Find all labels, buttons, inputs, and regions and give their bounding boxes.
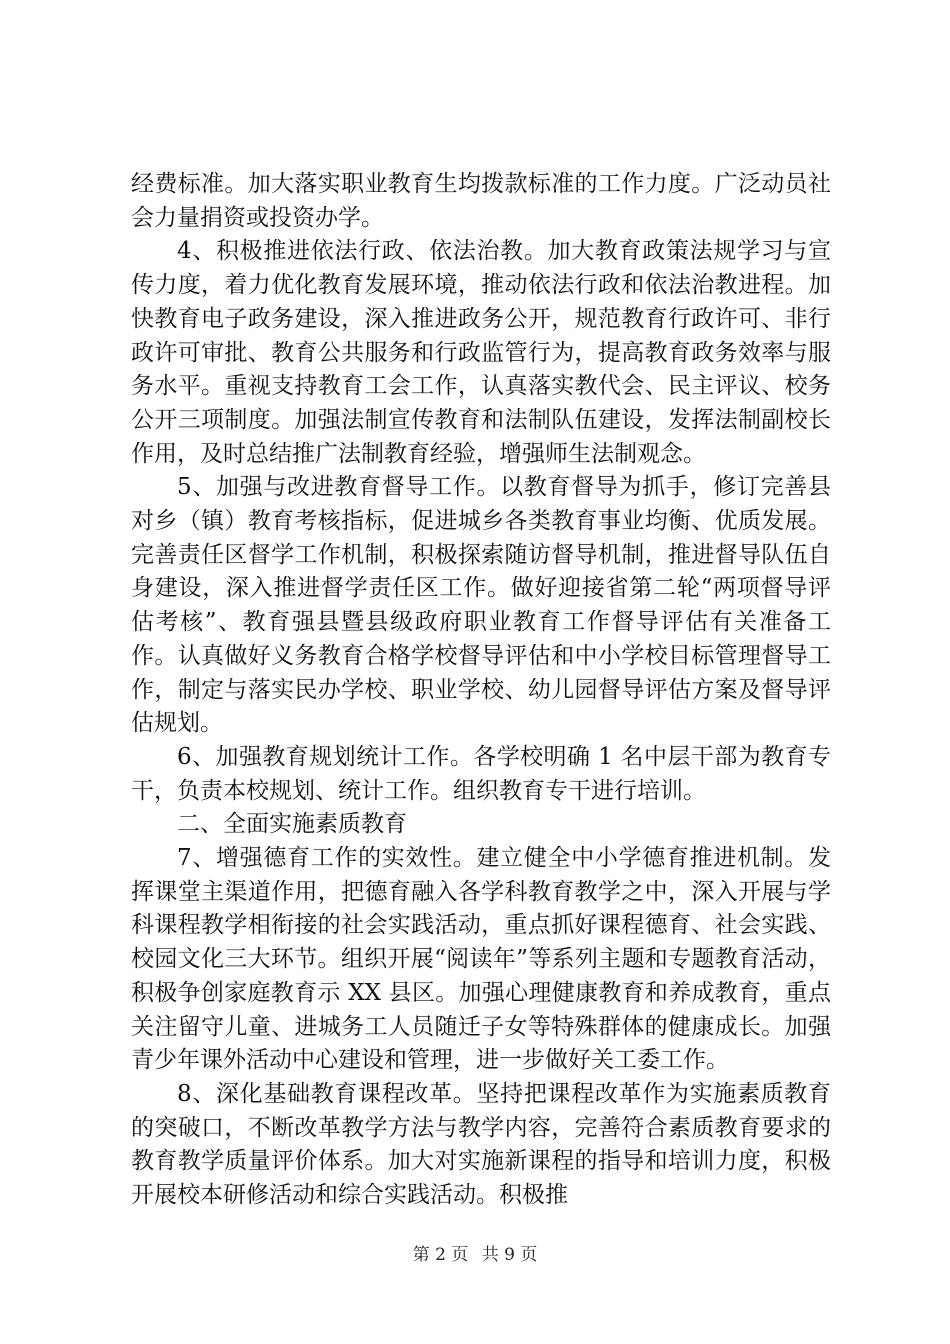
section-heading: 二、全面实施素质教育 (177, 811, 407, 838)
paragraph-6: 7、增强德育工作的实效性。建立健全中小学德育推进机制。发挥课堂主渠道作用，把德育融入各学科教育教学之中，深入开展与学科课程教学相衔接的社会实践活动，重点抓好课程德育、社会实践、校园文化三大环节。组织开展“阅读年”等系列主题和专题教育活动，积极争创家庭教育示 XX 县区。加强心理健康教育和养成教育，重点关注留守儿童、进城务工人员随迁子女等特殊群体的健康成长。加强青少年课外活动中心建设和管理，进一步做好关工委工作。 (131, 845, 831, 1074)
paragraph-4: 6、加强教育规划统计工作。各学校明确 1 名中层干部为教育专干，负责本校规划、统计工作。组织教育专干进行培训。 (131, 743, 831, 804)
paragraph-3: 5、加强与改进教育督导工作。以教育督导为抓手，修订完善县对乡（镇）教育考核指标，促进城乡各类教育事业均衡、优质发展。完善责任区督学工作机制，积极探索随访督导机制，推进督导队伍自身建设，深入推进督学责任区工作。做好迎接省第二轮“两项督导评估考核”、教育强县暨县级政府职业教育工作督导评估有关准备工作。认真做好义务教育合格学校督导评估和中小学校目标管理督导工作，制定与落实民办学校、职业学校、幼儿园督导评估方案及督导评估规划。 (131, 474, 831, 737)
page-number: 第 2 页 (412, 1245, 469, 1265)
page-total: 共 9 页 (481, 1245, 538, 1265)
paragraph-1: 经费标准。加大落实职业教育生均拨款标准的工作力度。广泛动员社会力量捐资或投资办学。 (131, 171, 831, 231)
document-body (131, 168, 831, 1213)
page-footer (0, 1240, 950, 1265)
paragraph-2: 4、积极推进依法行政、依法治教。加大教育政策法规学习与宣传力度，着力优化教育发展环境，推动依法行政和依法治教进程。加快教育电子政务建设，深入推进政务公开，规范教育行政许可、非行政许可审批、教育公共服务和行政监管行为，提高教育政务效率与服务水平。重视支持教育工会工作，认真落实教代会、民主评议、校务公开三项制度。加强法制宣传教育和法制队伍建设，发挥法制副校长作用，及时总结推广法制教育经验，增强师生法制观念。 (131, 238, 831, 467)
paragraph-7: 8、深化基础教育课程改革。坚持把课程改革作为实施素质教育的突破口，不断改革教学方法与教学内容，完善符合素质教育要求的教育教学质量评价体系。加大对实施新课程的指导和培训力度，积极开展校本研修活动和综合实践活动。积极推 (131, 1080, 831, 1209)
